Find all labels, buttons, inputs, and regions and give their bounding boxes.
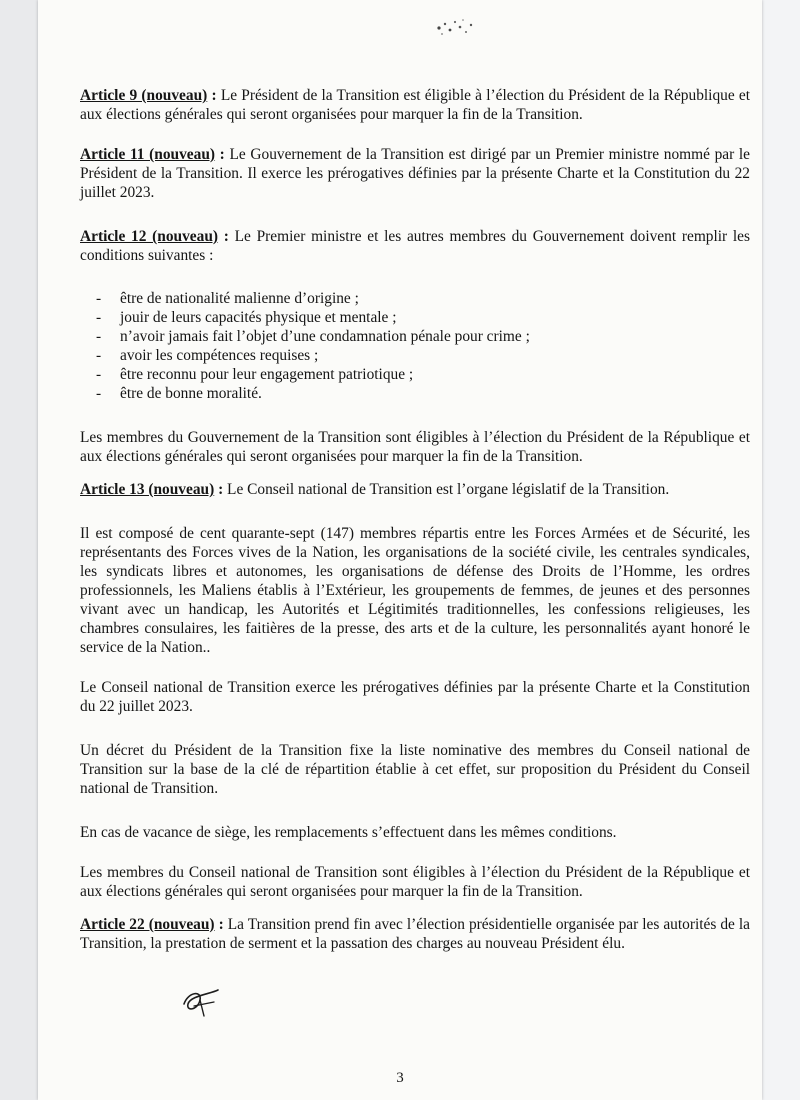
article-separator: : xyxy=(207,87,221,104)
condition-item: - avoir les compétences requises ; xyxy=(96,346,750,365)
article-separator: : xyxy=(214,481,228,498)
article-11 xyxy=(80,145,750,202)
article-separator: : xyxy=(214,916,228,933)
article-text: Le Gouvernement de la Transition est dirigé par un Premier ministre nommé par le Président de la Transition. Il exerce les prérogatives définies par la présente Charte et la Constitution du 22 juillet 2023. xyxy=(80,146,751,201)
page-number: 3 xyxy=(396,1070,404,1086)
condition-item: - être de bonne moralité. xyxy=(96,384,750,403)
article-separator: : xyxy=(218,228,235,245)
paragraph: Un décret du Président de la Transition fixe la liste nominative des membres du Conseil national de Transition sur la base de la clé de répartition établie à cet effet, sur proposition du Président du Conseil national de Transition. xyxy=(80,742,750,797)
article-9 xyxy=(80,86,750,124)
document-body xyxy=(80,86,750,953)
condition-item: - être reconnu pour leur engagement patriotique ; xyxy=(96,365,750,384)
condition-item: - être de nationalité malienne d’origine ; xyxy=(96,289,750,308)
conditions-list xyxy=(80,289,750,403)
condition-item: - n’avoir jamais fait l’objet d’une condamnation pénale pour crime ; xyxy=(96,327,750,346)
article-heading: Article 11 (nouveau) xyxy=(80,146,216,163)
article-22 xyxy=(80,915,750,953)
article-12 xyxy=(80,227,750,265)
article-text: Le Président de la Transition est éligible à l’élection du Président de la République et aux élections générales qui seront organisées pour marquer la fin de la Transition. xyxy=(80,87,750,123)
paragraph: Les membres du Gouvernement de la Transition sont éligibles à l’élection du Président de la République et aux élections générales qui seront organisées pour marquer la fin de la Transition. xyxy=(80,429,750,465)
article-heading: Article 22 (nouveau) xyxy=(80,916,215,933)
paragraph: En cas de vacance de siège, les remplacements s’effectuent dans les mêmes conditions. xyxy=(80,824,617,841)
paragraph: Il est composé de cent quarante-sept (147) membres répartis entre les Forces Armées et de Sécurité, les représentants des Forces vives de la Nation, les organisations de la société civile, les centrales syndicales, les syndicats libres et autonomes, les organisations de défense des Droits de l’Homme, les ordres professionnels, les Maliens établis à l’Extérieur, les groupements de femmes, de jeunes et des personnes vivant avec un handicap, les Autorités et Légitimités traditionnelles, les confessions religieuses, les chambres consulaires, les faitières de la presse, des arts et de la culture, les personnalités ayant honoré le service de la Nation.. xyxy=(80,525,750,656)
article-heading: Article 9 (nouveau) xyxy=(80,87,208,104)
article-heading: Article 13 (nouveau) xyxy=(80,481,215,498)
paragraph: Les membres du Conseil national de Transition sont éligibles à l’élection du Président de la République et aux élections générales qui seront organisées pour marquer la fin de la Transition. xyxy=(80,864,750,900)
article-text: Le Conseil national de Transition est l’organe législatif de la Transition. xyxy=(227,481,670,498)
document-page xyxy=(38,0,762,1100)
article-13 xyxy=(80,480,750,499)
handwritten-initials xyxy=(180,984,224,1018)
condition-item: - jouir de leurs capacités physique et mentale ; xyxy=(96,308,750,327)
article-separator: : xyxy=(215,146,230,163)
paragraph: Le Conseil national de Transition exerce les prérogatives définies par la présente Charte et la Constitution du 22 juillet 2023. xyxy=(80,679,750,715)
article-heading: Article 12 (nouveau) xyxy=(80,228,219,245)
ink-smudge xyxy=(433,14,481,40)
background-strip xyxy=(762,0,800,1100)
article-text: Le Premier ministre et les autres membres du Gouvernement doivent remplir les conditions suivantes : xyxy=(80,228,750,264)
article-text: La Transition prend fin avec l’élection présidentielle organisée par les autorités de la Transition, la prestation de serment et la passation des charges au nouveau Président élu. xyxy=(80,916,751,952)
